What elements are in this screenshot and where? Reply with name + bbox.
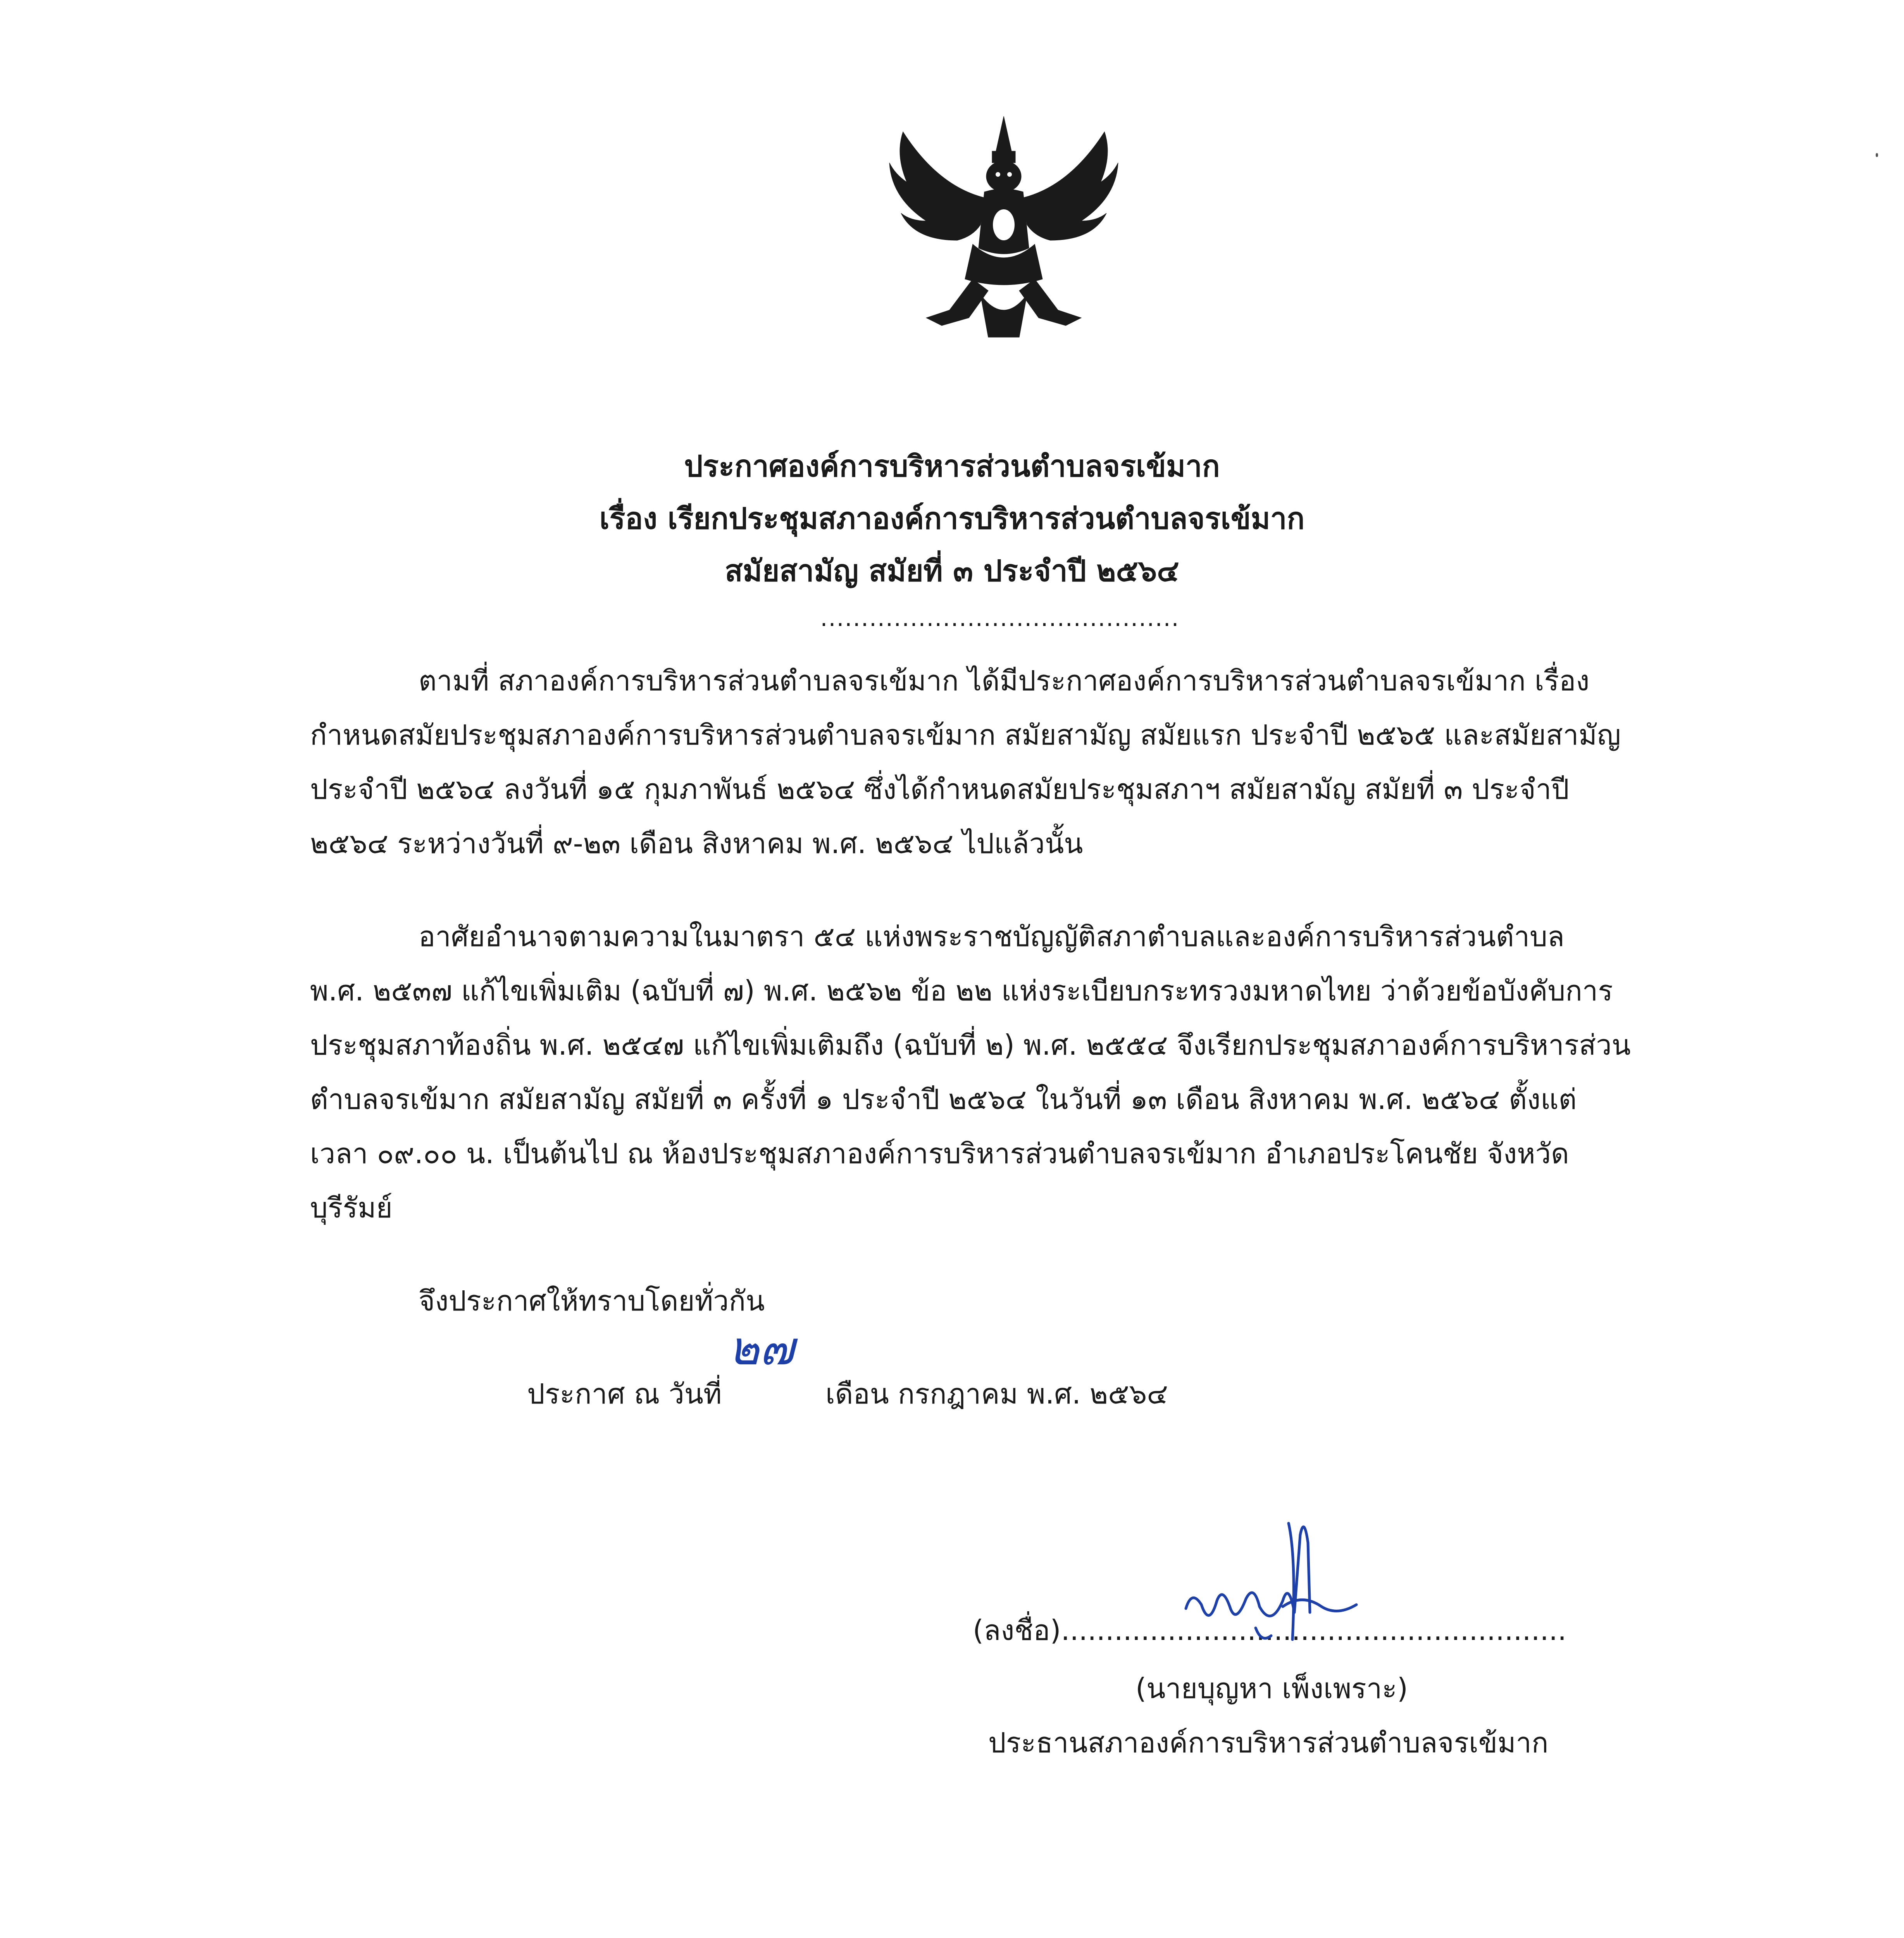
paragraph-1-line-4: ๒๕๖๔ ระหว่างวันที่ ๙-๒๓ เดือน สิงหาคม พ.ศ. ๒๕๖๔ ไปแล้วนั้น [310,827,1083,860]
paragraph-1-line-3: ประจำปี ๒๕๖๔ ลงวันที่ ๑๕ กุมภาพันธ์ ๒๕๖๔ ซึ่งได้กำหนดสมัยประชุมสภาฯ สมัยสามัญ สมัยที่ ๓ ประจำปี [310,773,1569,805]
date-suffix: เดือน กรกฎาคม พ.ศ. ๒๕๖๔ [825,1378,1168,1410]
announcement-session: สมัยสามัญ สมัยที่ ๓ ประจำปี ๒๕๖๔ [725,553,1179,588]
paragraph-1-line-2: กำหนดสมัยประชุมสภาองค์การบริหารส่วนตำบลจรเข้มาก สมัยสามัญ สมัยแรก ประจำปี ๒๕๖๕ และสมัยสามัญ [310,719,1621,751]
closing-line: จึงประกาศให้ทราบโดยทั่วกัน [419,1285,765,1317]
paragraph-1-line-1: ตามที่ สภาองค์การบริหารส่วนตำบลจรเข้มาก ได้มีประกาศองค์การบริหารส่วนตำบลจรเข้มาก เรื่อง [419,664,1590,697]
paragraph-2-line-6: บุรีรัมย์ [310,1191,393,1224]
paragraph-2-line-1: อาศัยอำนาจตามความในมาตรา ๕๔ แห่งพระราชบัญญัติสภาตำบลและองค์การบริหารส่วนตำบล [419,920,1565,953]
header-separator: ............................................ [820,605,1180,632]
announcement-title: ประกาศองค์การบริหารส่วนตำบลจรเข้มาก [684,449,1220,483]
announcement-subject: เรื่อง เรียกประชุมสภาองค์การบริหารส่วนตำบลจรเข้มาก [599,501,1305,536]
handwritten-day: ๒๗ [729,1322,794,1376]
scan-speck [1876,153,1878,157]
garuda-emblem-icon [880,109,1128,349]
handwritten-signature-icon [1155,1512,1387,1674]
date-prefix: ประกาศ ณ วันที่ [527,1378,722,1410]
signature-line: (ลงชื่อ)......................................................... [973,1614,1567,1647]
paragraph-2-line-3: ประชุมสภาท้องถิ่น พ.ศ. ๒๕๔๗ แก้ไขเพิ่มเติมถึง (ฉบับที่ ๒) พ.ศ. ๒๕๕๔ จึงเรียกประชุมสภาองค์การบริหารส่วน [310,1029,1631,1061]
signatory-name: (นายบุญหา เพ็งเพราะ) [1136,1672,1408,1705]
paragraph-2-line-5: เวลา ๐๙.๐๐ น. เป็นต้นไป ณ ห้องประชุมสภาองค์การบริหารส่วนตำบลจรเข้มาก อำเภอประโคนชัย จังหวัด [310,1137,1569,1170]
paragraph-2-line-4: ตำบลจรเข้มาก สมัยสามัญ สมัยที่ ๓ ครั้งที่ ๑ ประจำปี ๒๕๖๔ ในวันที่ ๑๓ เดือน สิงหาคม พ.ศ. ๒๕๖๔ ตั้งแต่ [310,1083,1577,1116]
paragraph-2-line-2: พ.ศ. ๒๕๓๗ แก้ไขเพิ่มเติม (ฉบับที่ ๗) พ.ศ. ๒๕๖๒ ข้อ ๒๒ แห่งระเบียบกระทรวงมหาดไทย ว่าด้วยข้อบังคับการ [310,974,1613,1007]
signatory-position: ประธานสภาองค์การบริหารส่วนตำบลจรเข้มาก [988,1726,1549,1759]
